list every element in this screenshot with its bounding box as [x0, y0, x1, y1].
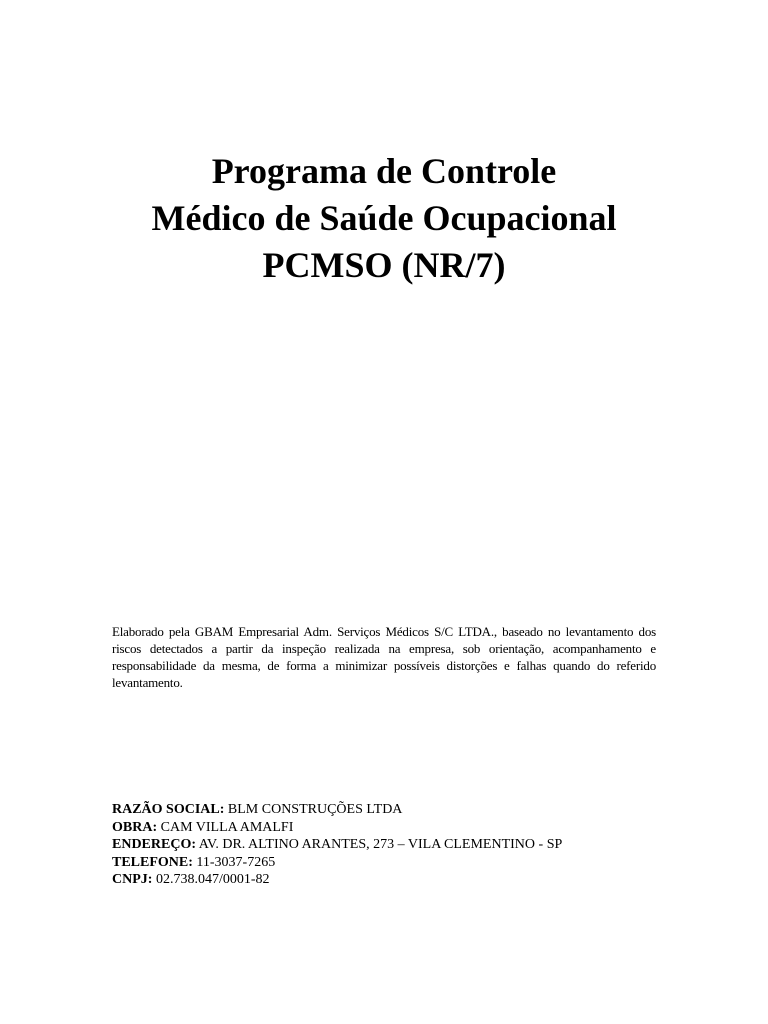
cnpj-label: CNPJ: — [112, 872, 153, 887]
title-line-2: Médico de Saúde Ocupacional — [151, 198, 617, 238]
obra-label: OBRA: — [112, 819, 158, 835]
razao-social-row — [112, 801, 672, 819]
obra-value: CAM VILLA AMALFI — [160, 819, 294, 835]
cnpj-value: 02.738.047/0001-82 — [155, 872, 270, 887]
company-info — [112, 801, 672, 889]
obra-row — [112, 819, 672, 837]
razao-social-label: RAZÃO SOCIAL: — [112, 802, 225, 817]
endereco-row — [112, 836, 672, 854]
title-line-3: PCMSO (NR/7) — [262, 245, 506, 285]
intro-paragraph: Elaborado pela GBAM Empresarial Adm. Serviços Médicos S/C LTDA., baseado no levantamento dos riscos detectados a partir da inspeção realizada na empresa, sob orientação, acompanhamento e responsabilidade da mesma, de forma a minimizar possíveis distorções e falhas quando do referido levantamento. — [112, 624, 656, 690]
telefone-row — [112, 854, 672, 872]
telefone-value: 11-3037-7265 — [196, 854, 276, 870]
endereco-value: AV. DR. ALTINO ARANTES, 273 – VILA CLEMENTINO - SP — [198, 837, 563, 852]
cnpj-row — [112, 871, 672, 889]
razao-social-value: BLM CONSTRUÇÕES LTDA — [227, 802, 403, 817]
document-title — [0, 148, 768, 289]
endereco-label: ENDEREÇO: — [112, 837, 197, 852]
title-line-1: Programa de Controle — [211, 151, 557, 191]
telefone-label: TELEFONE: — [112, 854, 193, 870]
